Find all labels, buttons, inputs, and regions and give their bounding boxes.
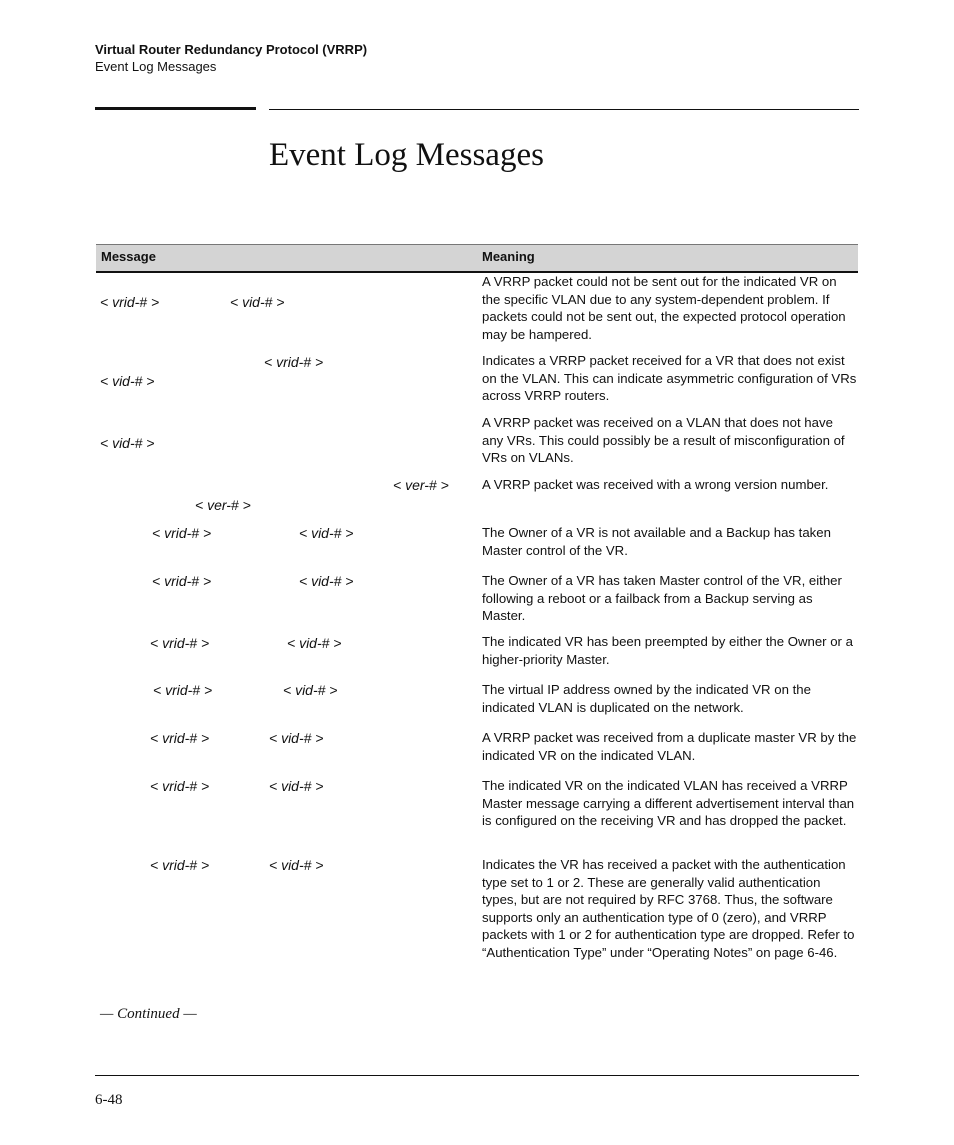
meaning-cell: Indicates the VR has received a packet with the authentication type set to 1 or 2. These are generally valid authentication types, but are not required by RFC 3768. Thus, the software supports only an authentication type of 0 (zero), and VRRP packets with 1 or 2 for authentication type are dropped. Refer to “Authentication Type” under “Operating Notes” on page 6-46. bbox=[482, 857, 855, 960]
meaning-cell: The virtual IP address owned by the indicated VR on the indicated VLAN is duplicated on the network. bbox=[482, 682, 811, 715]
message-token: < vrid-# > bbox=[100, 294, 160, 310]
header-rule-thick bbox=[95, 107, 256, 110]
column-header-message: Message bbox=[101, 249, 156, 264]
meaning-cell: The Owner of a VR is not available and a Backup has taken Master control of the VR. bbox=[482, 525, 831, 558]
message-token: < ver-# > bbox=[195, 497, 251, 513]
table-header bbox=[96, 244, 858, 273]
meaning-cell: A VRRP packet was received on a VLAN that does not have any VRs. This could possibly be a result of misconfiguration of VRs on VLANs. bbox=[482, 415, 845, 466]
page-title: Event Log Messages bbox=[269, 137, 544, 173]
meaning-cell: A VRRP packet could not be sent out for the indicated VR on the specific VLAN due to any system-dependent problem. If packets could not be sent out, the expected protocol operation may be hampered. bbox=[482, 274, 846, 342]
message-token: < vid-# > bbox=[269, 857, 324, 873]
running-head bbox=[95, 41, 367, 75]
message-token: < vid-# > bbox=[100, 435, 155, 451]
meaning-cell: The indicated VR on the indicated VLAN has received a VRRP Master message carrying a different advertisement interval than is configured on the receiving VR and has dropped the packet. bbox=[482, 778, 855, 829]
message-token: < vid-# > bbox=[287, 635, 342, 651]
continued-note: — Continued — bbox=[100, 1006, 197, 1022]
column-header-meaning: Meaning bbox=[482, 249, 535, 264]
page-number: 6-48 bbox=[95, 1092, 123, 1108]
message-token: < vid-# > bbox=[269, 778, 324, 794]
message-token: < vrid-# > bbox=[152, 573, 212, 589]
message-token: < vid-# > bbox=[100, 373, 155, 389]
meaning-cell: A VRRP packet was received from a duplicate master VR by the indicated VR on the indicated VLAN. bbox=[482, 730, 857, 763]
message-token: < vid-# > bbox=[269, 730, 324, 746]
message-token: < vid-# > bbox=[283, 682, 338, 698]
message-token: < vrid-# > bbox=[152, 525, 212, 541]
message-token: < vrid-# > bbox=[150, 857, 210, 873]
chapter-title: Virtual Router Redundancy Protocol (VRRP) bbox=[95, 42, 368, 57]
message-token: < ver-# > bbox=[393, 477, 449, 493]
header-rule-thin bbox=[269, 109, 859, 110]
message-token: < vrid-# > bbox=[150, 635, 210, 651]
message-token: < vrid-# > bbox=[153, 682, 213, 698]
meaning-cell: Indicates a VRRP packet received for a VR that does not exist on the VLAN. This can indicate asymmetric configuration of VRs across VRRP routers. bbox=[482, 353, 857, 404]
section-title: Event Log Messages bbox=[95, 59, 217, 74]
message-token: < vrid-# > bbox=[150, 778, 210, 794]
meaning-cell: A VRRP packet was received with a wrong version number. bbox=[482, 477, 829, 492]
message-token: < vid-# > bbox=[299, 525, 354, 541]
footer-rule bbox=[95, 1075, 859, 1076]
message-token: < vrid-# > bbox=[264, 354, 324, 370]
meaning-cell: The indicated VR has been preempted by either the Owner or a higher-priority Master. bbox=[482, 634, 853, 667]
message-token: < vrid-# > bbox=[150, 730, 210, 746]
meaning-cell: The Owner of a VR has taken Master control of the VR, either following a reboot or a failback from a Backup serving as Master. bbox=[482, 573, 842, 624]
message-token: < vid-# > bbox=[230, 294, 285, 310]
message-token: < vid-# > bbox=[299, 573, 354, 589]
